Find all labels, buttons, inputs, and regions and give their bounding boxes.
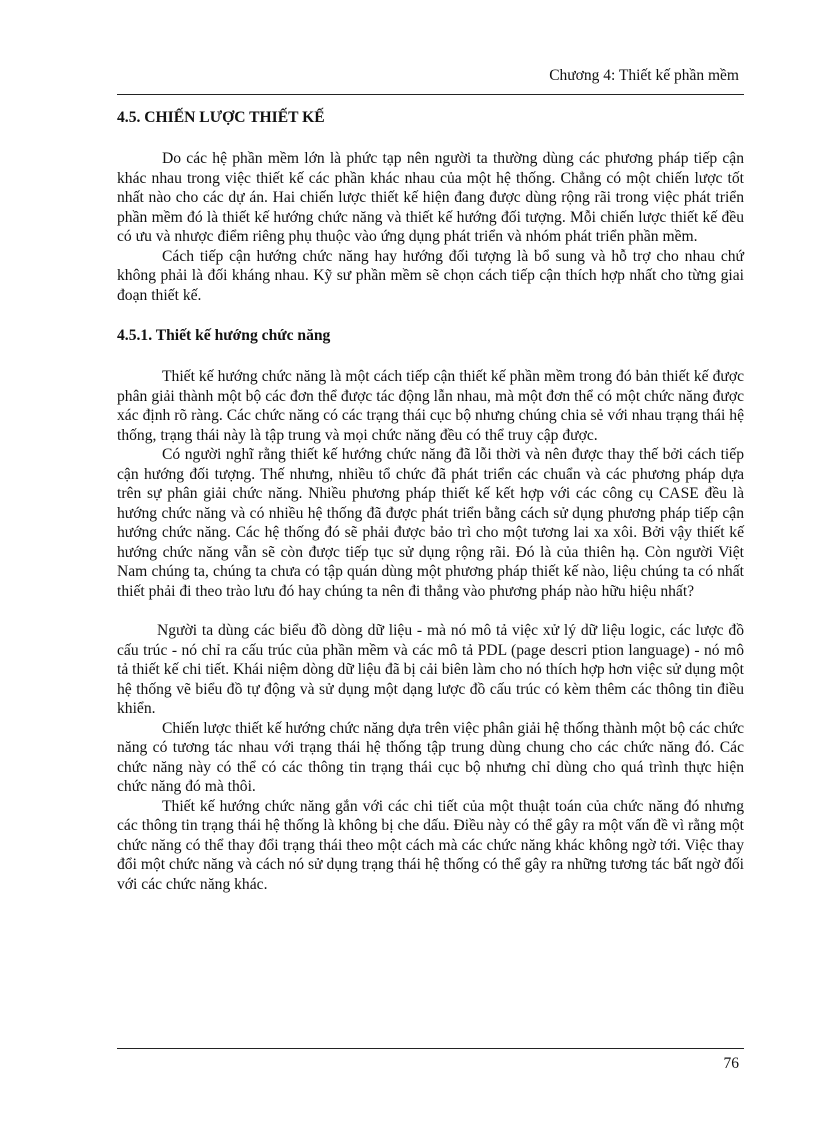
subsection-paragraph-1: Thiết kế hướng chức năng là một cách tiếp cận thiết kế phần mềm trong đó bản thiết kế được phân giải thành một bộ các đơn thể được tác động lẫn nhau, mà một đơn thể có một chức năng được xác định rõ ràng. Các chức năng có các trạng thái cục bộ nhưng chúng chia sẻ với nhau trạng thái hệ thống, trạng thái này là tập trung và mọi chức năng đều có thể truy cập được. <box>117 368 744 444</box>
section-heading: 4.5. CHIẾN LƯỢC THIẾT KẾ <box>117 109 325 126</box>
spacer <box>117 305 744 326</box>
subsection-paragraph-2: Có người nghĩ rằng thiết kế hướng chức năng đã lỗi thời và nên được thay thế bởi cách tiếp cận hướng đối tượng. Thế nhưng, nhiều tổ chức đã phát triển các chuẩn và các phương pháp dựa trên sự phân giải chức năng. Nhiều phương pháp thiết kế kết hợp với các công cụ CASE đều là hướng chức năng và có nhiều hệ thống đã được phát triển bằng cách sử dụng phương pháp tiếp cận hướng chức năng. Các hệ thống đó sẽ phải được bảo trì cho một tương lai xa xôi. Bởi vậy thiết kế hướng chức năng vẫn sẽ còn được tiếp tục sử dụng rộng rãi. Đó là của thiên hạ. Còn người Việt Nam chúng ta, chúng ta chưa có tập quán dùng một phương pháp thiết kế nào, liệu chúng ta có nhất thiết phải đi theo trào lưu đó hay chúng ta nên đi thẳng vào phương pháp nào hữu hiệu nhất? <box>117 446 744 600</box>
spacer <box>117 601 744 621</box>
footer-divider <box>117 1048 744 1049</box>
subsection-paragraph-4: Chiến lược thiết kế hướng chức năng dựa trên việc phân giải hệ thống thành một bộ các chức năng có tương tác nhau với trạng thái hệ thống tập trung dùng chung cho các chức năng đó. Các chức năng này có thể có các thông tin trạng thái cục bộ nhưng chỉ dùng cho quá trình thực hiện chức năng đó mà thôi. <box>117 719 744 795</box>
header-divider <box>117 94 744 95</box>
running-header: Chương 4: Thiết kế phần mềm <box>549 67 739 84</box>
subsection-paragraph-3: Người ta dùng các biểu đồ dòng dữ liệu - mà nó mô tả việc xử lý dữ liệu logic, các lược đồ cấu trúc - nó chỉ ra cấu trúc của phần mềm và các mô tả PDL (page descri ption language) - nó mô tả thiết kế chi tiết. Khái niệm dòng dữ liệu đã bị cải biên làm cho nó thích hợp hơn việc sử dụng một hệ thống vẽ biểu đồ tự động và sử dụng một dạng lược đồ cấu trúc có kèm thêm các thông tin điều khiển. <box>117 622 744 717</box>
spacer <box>117 346 744 367</box>
page-number: 76 <box>723 1055 739 1072</box>
spacer <box>117 128 744 149</box>
subsection-paragraph-5: Thiết kế hướng chức năng gắn với các chi tiết của một thuật toán của chức năng đó nhưng các thông tin trạng thái hệ thống là không bị che dấu. Điều này có thể gây ra một vấn đề vì rằng một chức năng có thể thay đổi trạng thái theo một cách mà các chức năng khác không ngờ tới. Việc thay đổi một chức năng và cách nó sử dụng trạng thái hệ thống có thể gây ra những tương tác bất ngờ đối với các chức năng khác. <box>117 797 744 893</box>
section-paragraph-2: Cách tiếp cận hướng chức năng hay hướng đối tượng là bổ sung và hỗ trợ cho nhau chứ không phải là đối kháng nhau. Kỹ sư phần mềm sẽ chọn cách tiếp cận thích hợp nhất cho từng giai đoạn thiết kế. <box>117 247 744 304</box>
page-content <box>117 108 744 894</box>
section-paragraph-1: Do các hệ phần mềm lớn là phức tạp nên người ta thường dùng các phương pháp tiếp cận khác nhau trong việc thiết kế các phần khác nhau của một hệ thống. Chẳng có một chiến lược tốt nhất nào cho các dự án. Hai chiến lược thiết kế hiện đang được dùng rộng rãi trong việc phát triển phần mềm đó là thiết kế hướng chức năng và thiết kế hướng đối tượng. Mỗi chiến lược thiết kế đều có ưu và nhược điểm riêng phụ thuộc vào ứng dụng phát triển và nhóm phát triển phần mềm. <box>117 150 744 245</box>
subsection-heading: 4.5.1. Thiết kế hướng chức năng <box>117 327 331 344</box>
